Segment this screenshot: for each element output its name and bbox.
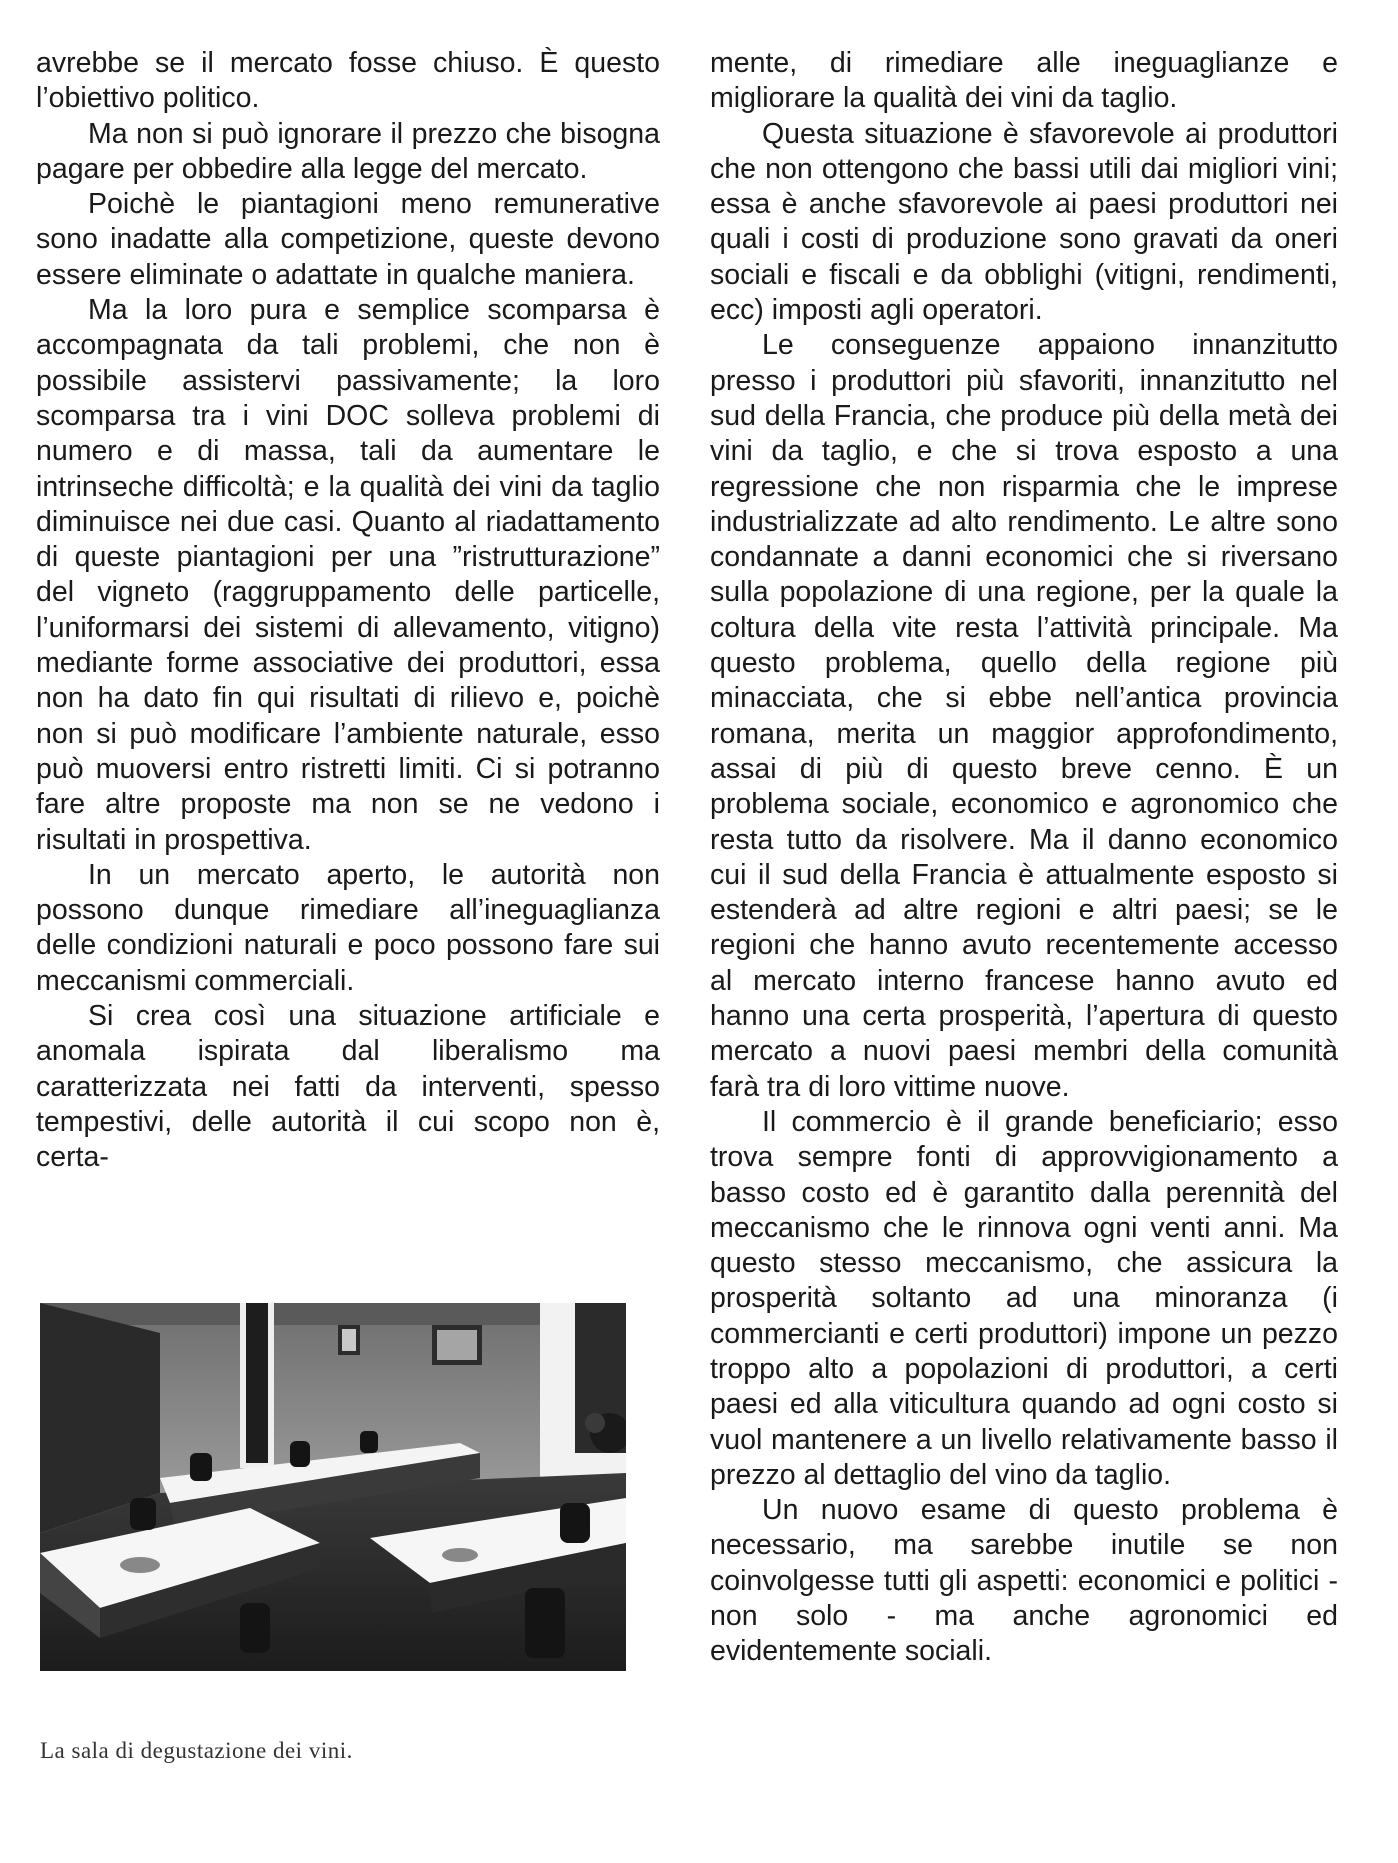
paragraph: Ma non si può ignorare il prezzo che bisogna pagare per obbedire alla legge del mercato. — [36, 117, 660, 185]
paragraph: Ma la loro pura e semplice scomparsa è accompagnata da tali problemi, che non è possibile assistervi passivamente; la loro scomparsa tra i vini DOC solleva problemi di numero e di massa, tali da aumentare le intrinseche difficoltà; e la qualità dei vini da taglio diminuisce nei due casi. Quanto al riadattamento di queste piantagioni per una ”ristrutturazione” del vigneto (raggruppamento delle particelle, l’uniformarsi dei sistemi di allevamento, vitigno) mediante forme associative dei produttori, essa non ha dato fin qui risultati di rilievo e, poichè non si può modificare l’ambiente naturale, esso può muoversi entro ristretti limiti. Ci si potranno fare altre proposte ma non se ne vedono i risultati in prospettiva. — [36, 294, 660, 856]
tasting-room-illustration — [40, 1303, 626, 1671]
paragraph: Questa situazione è sfavorevole ai produttori che non ottengono che bassi utili dai migliori vini; essa è anche sfavorevole ai paesi produttori nei quali i costi di produzione sono gravati da oneri sociali e fiscali e da obblighi (vitigni, rendimenti, ecc) imposti agli operatori. — [710, 117, 1338, 327]
paragraph: Le conseguenze appaiono innanzitutto presso i produttori più sfavoriti, innanzitutto nel sud della Francia, che produce più della metà dei vini da taglio, e che si trova esposto a una regressione che non risparmia che le imprese industrializzate ad alto rendimento. Le altre sono condannate a danni economici che si riversano sulla popolazione di una regione, per la quale la coltura della vite resta l’attività principale. Ma questo problema, quello della regione più minacciata, che si ebbe nell’antica provincia romana, merita un maggior approfondimento, assai di più di questo breve cenno. È un problema sociale, economico e agronomico che resta tutto da risolvere. Ma il danno economico cui il sud della Francia è attualmente esposto si estenderà ad altre regioni e altri paesi; se le regioni che hanno avuto recentemente accesso al mercato interno francese hanno avuto ed hanno una certa prosperità, l’apertura di questo mercato a nuovi paesi membri della comunità farà tra di loro vittime nuove. — [710, 329, 1338, 1103]
paragraph: mente, di rimediare alle ineguaglianze e migliorare la qualità dei vini da taglio. — [710, 47, 1338, 115]
paragraph: Un nuovo esame di questo problema è necessario, ma sarebbe inutile se non coinvolgesse tutti gli aspetti: economici e politici -non solo - ma anche agronomici ed evidentemente sociali. — [710, 1494, 1338, 1668]
paragraph: Il commercio è il grande beneficiario; esso trova sempre fonti di approvvigionamento a basso costo ed è garantito dalla perennità del meccanismo che le rinnova ogni venti anni. Ma questo stesso meccanismo, che assicura la prosperità soltanto ad una minoranza (i commercianti e certi produttori) impone un pezzo troppo alto a popolazioni di produttori, a certi paesi ed alla viticultura quando ad ogni costo si vuol mantenere a un livello relativamente basso il prezzo al dettaglio del vino da taglio. — [710, 1105, 1338, 1491]
paragraph: Si crea così una situazione artificiale e anomala ispirata dal liberalismo ma caratterizzata nei fatti da interventi, spesso tempestivi, delle autorità il cui scopo non è, certa- — [36, 1000, 660, 1174]
left-text-column — [36, 46, 660, 1176]
paragraph: In un mercato aperto, le autorità non possono dunque rimediare all’ineguaglianza delle condizioni naturali e poco possono fare sui meccanismi commerciali. — [36, 858, 660, 997]
tasting-room-photo — [40, 1303, 626, 1671]
right-text-column — [710, 46, 1338, 1670]
paragraph: avrebbe se il mercato fosse chiuso. È questo l’obiettivo politico. — [36, 47, 660, 115]
paragraph: Poichè le piantagioni meno remunerative sono inadatte alla competizione, queste devono essere eliminate o adattate in qualche maniera. — [36, 188, 660, 291]
photo-caption: La sala di degustazione dei vini. — [40, 1738, 353, 1763]
